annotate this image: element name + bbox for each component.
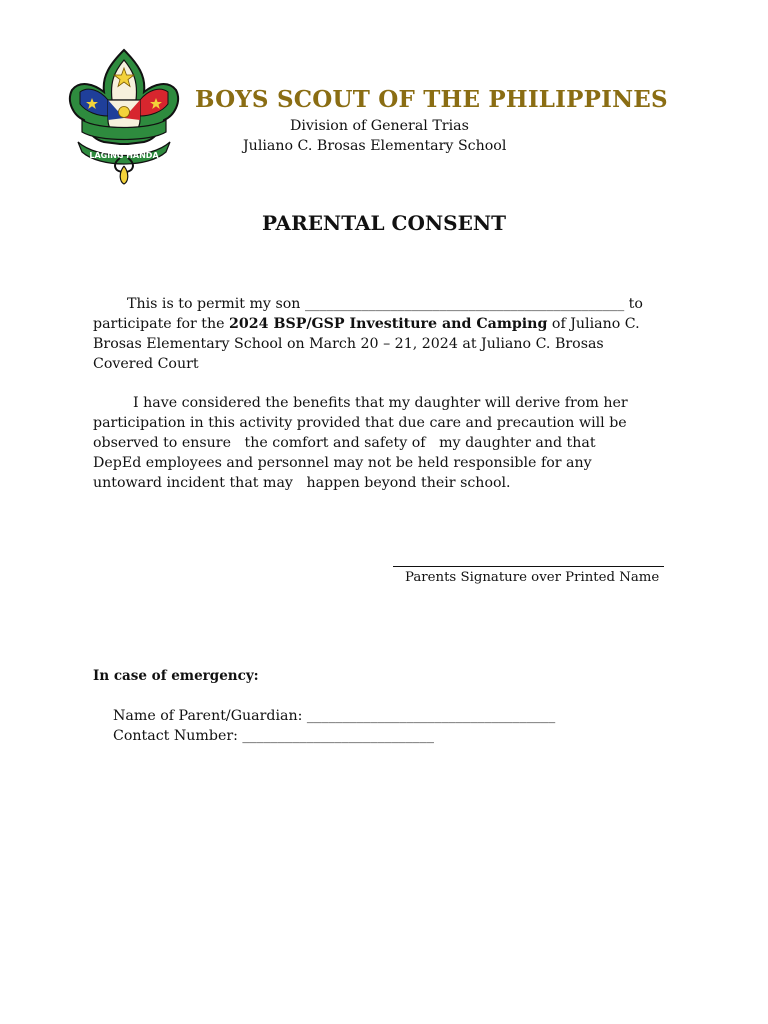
p2-line1-text: I have considered the benefits that my daughter will derive from her	[133, 395, 628, 411]
emergency-heading: In case of emergency:	[93, 668, 259, 684]
bsp-logo	[68, 46, 180, 188]
contact-number-blank[interactable]: ___________________________	[242, 728, 434, 744]
signature-line[interactable]	[393, 566, 664, 567]
p2-line4: DepEd employees and personnel may not be held responsible for any	[93, 455, 592, 471]
p1-line1-end: to	[628, 296, 643, 312]
logo-motto: LAGING HANDA	[89, 151, 159, 160]
parent-guardian-label: Name of Parent/Guardian:	[113, 708, 303, 724]
p2-line1	[93, 393, 628, 413]
parent-guardian-blank[interactable]: ___________________________________	[306, 708, 556, 724]
p1-line1	[93, 294, 643, 314]
division-name: Division of General Trias	[290, 118, 469, 134]
event-name: 2024 BSP/GSP Investiture and Camping	[229, 316, 548, 332]
p1-line2-start: participate for the	[93, 316, 225, 332]
signature-label: Parents Signature over Printed Name	[405, 570, 660, 585]
consent-paragraph	[93, 294, 643, 374]
acknowledgement-paragraph	[93, 393, 628, 493]
p2-line3: observed to ensure the comfort and safety of my daughter and that	[93, 435, 596, 451]
p2-line2: participation in this activity provided that due care and precaution will be	[93, 415, 627, 431]
p2-line5: untoward incident that may happen beyond their school.	[93, 475, 511, 491]
p1-line4: Covered Court	[93, 356, 199, 372]
org-title: BOYS SCOUT OF THE PHILIPPINES	[195, 86, 668, 113]
p1-line2	[93, 314, 643, 334]
p1-line2-end: of Juliano C.	[551, 316, 640, 332]
son-name-blank[interactable]: _____________________________________________	[304, 296, 625, 312]
p1-line3: Brosas Elementary School on March 20 – 21, 2024 at Juliano C. Brosas	[93, 336, 604, 352]
school-name: Juliano C. Brosas Elementary School	[243, 138, 507, 154]
p1-line1-start: This is to permit my son	[127, 296, 301, 312]
contact-number-field	[113, 728, 434, 744]
parent-guardian-field	[113, 708, 555, 724]
contact-number-label: Contact Number:	[113, 728, 238, 744]
document-title: PARENTAL CONSENT	[261, 211, 507, 235]
